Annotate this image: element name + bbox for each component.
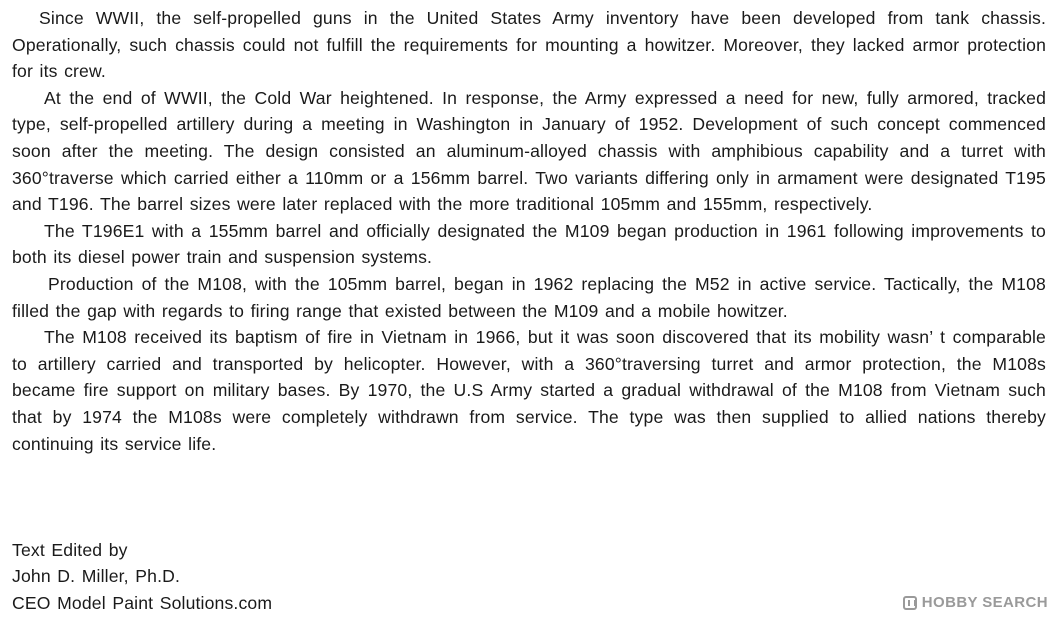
credit-line-editor-name: John D. Miller, Ph.D. <box>12 566 181 587</box>
hobby-search-watermark <box>903 594 1048 611</box>
watermark-text: HOBBY SEARCH <box>921 594 1048 611</box>
paragraph-cold-war: At the end of WWII, the Cold War heightened. In response, the Army expressed a need for new, fully armored, tracked type, self-propelled artillery during a meeting in Washington in January of 1952. Development of such concept commenced soon after the meeting. The design consisted an aluminum-alloyed chassis with amphibious capability and a turret with 360°traverse which carried either a 110mm or a 156mm barrel. Two variants differing only in armament were designated T195 and T196. The barrel sizes were later replaced with the more traditional 105mm and 155mm, respectively. <box>12 87 1046 215</box>
paragraph-intro: Since WWII, the self-propelled guns in the United States Army inventory have been developed from tank chassis. Operationally, such chassis could not fulfill the requirements for mounting a howitzer. Moreover, they lacked armor protection for its crew. <box>12 8 1046 82</box>
editor-credits <box>12 537 272 616</box>
credit-line-editor-title: CEO Model Paint Solutions.com <box>12 592 273 613</box>
credit-line-edited-by: Text Edited by <box>12 540 128 560</box>
paragraph-t196e1: The T196E1 with a 155mm barrel and officially designated the M109 began production in 1961 following improvements to both its diesel power train and suspension systems. <box>12 220 1046 268</box>
article-body <box>12 5 1046 457</box>
paragraph-vietnam: The M108 received its baptism of fire in Vietnam in 1966, but it was soon discovered that its mobility wasn’ t comparable to artillery carried and transported by helicopter. However, with a 360°traversing turret and armor protection, the M108s became fire support on military bases. By 1970, the U.S Army started a gradual withdrawal of the M108 from Vietnam such that by 1974 the M108s were completely withdrawn from service. The type was then supplied to allied nations thereby continuing its service life. <box>12 327 1046 454</box>
paragraph-m108-production: Production of the M108, with the 105mm barrel, began in 1962 replacing the M52 in active service. Tactically, the M108 filled the gap with regards to firing range that existed between the M109 and a mobile howitzer. <box>12 273 1046 321</box>
hobby-search-logo-icon <box>903 596 917 610</box>
